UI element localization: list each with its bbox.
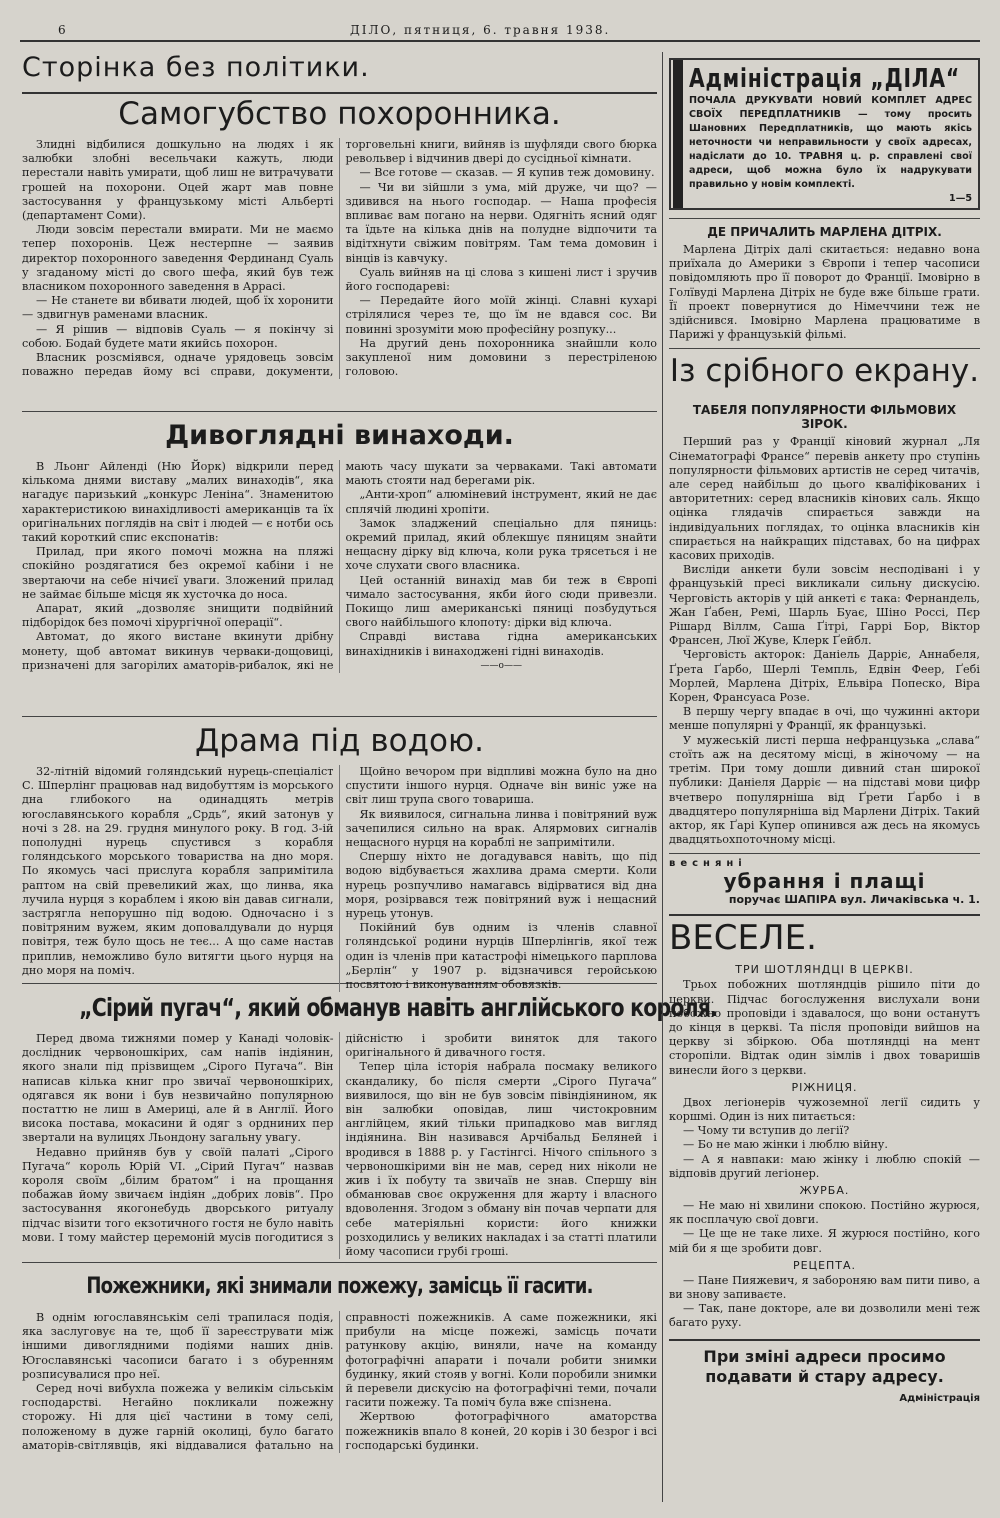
- article-body: [22, 1311, 657, 1453]
- dietrich-text: Марлена Дітріх далі скитається: недавно вона приїхала до Америки з Європи і тепер часописи повідомляють про її поворот до Франції. Імовірно в Голївуді Марлена Дітріх не буде вже більше грати. Її проект повернутися до Німеччини теж не здійснився. Імовірно Марлена працюватиме в Парижі у французькій фільмі.: [669, 243, 980, 342]
- article-body: [22, 138, 657, 379]
- article-grey-owl: [22, 988, 718, 1263]
- article-title: Дивоглядні винаходи.: [165, 420, 514, 451]
- paragraph: Покійний був одним із членів славної голяндської родини нурців Шперлінгів, якої теж один із членів при катастрофі німецького парплова „Берлін“ у 1907 р. відзначився геройською посвятою і виконуванням обовязків.: [345, 921, 657, 992]
- paragraph: В першу чергу впадає в очі, що чужинні актори менше популярні у Франції, як французькі.: [669, 705, 980, 733]
- paragraph: Власник розсміявся, одначе урядовець зовсім поважно передав йому всі справи, документи, торговельні книги, вийняв із шуфляди свого бюрка револьвер і відчинив двері до сусідньої кімнати.: [22, 138, 657, 379]
- page-number: 6: [58, 23, 68, 37]
- article-inventions: [22, 416, 657, 717]
- paragraph: Двох легіонерів чужоземної легії сидить у коршмі. Один із них питається:: [669, 1095, 980, 1123]
- right-column-block: [662, 52, 980, 1502]
- article-firefighters: [22, 1267, 657, 1465]
- decorative-bar: [673, 60, 683, 208]
- article-title: Самогубство похоронника.: [118, 96, 561, 132]
- humor-heading: ЖУРБА.: [799, 1183, 850, 1197]
- paragraph: В Льонг Айленді (Ню Йорк) відкрили перед кількома днями виставу „малих винаходів“, яка нагадує паризький „конкурс Леніна“. Знаменитою характеристикою винахідливості американців та їх оригінальних поглядів на світ і людей — є нотби ось такий короткий спис експонатів:: [22, 460, 334, 545]
- paragraph: Тепер ціла історія набрала посмаку великого скандалику, бо після смерти „Сірого Пугача“ виявилося, що він не був зовсім півіндіянином, як він залюбки оповідав, лиш чистокровним англійцем, який тільки припадково мав вигляд індіянина. Він називався Арчібальд Беляней і вродився в 1888 р. у Гастінгсі. Нічого спільного з червоношкірими він не мав, серед них ніколи не жив і їх побуту та звичаїв не знав. Спершу він обманював своє окруження для жарту і власного вдоволення. Згодом з обману він почав черпати для себе матеріяльні користи: його книжки розходились у великих накладах і за статті платили йому часописи грубі гроші.: [345, 1060, 657, 1259]
- paragraph: — Передайте його моїй жінці. Славні кухарі стрілялися через те, що їм не вдався сос. Ви повинні зрозуміти мою професійну розпуку...: [345, 294, 657, 336]
- paragraph: — Чи ви зійшли з ума, мій друже, чи що? — здивився на нього господар. — Наша професія впливає вам погано на нерви. Одягніть ясний одяг та їдьте на кілька днів на полудне відпочити та відітхнути свіжим повітрям. Там тема домовин і вінців із кавчуку.: [345, 180, 657, 265]
- dialogue-line: — Пане Пияжевич, я забороняю вам пити пиво, а ви знову запиваєте.: [669, 1273, 980, 1301]
- admin-notice-body: [689, 94, 972, 206]
- ad-goods: убрання і плащі: [723, 869, 926, 894]
- humor-heading: РЕЦЕПТА.: [792, 1258, 857, 1272]
- dialogue-line: — А я навпаки: маю жінку і люблю спокій — відповів другий легіонер.: [669, 1152, 980, 1180]
- screen-title: Із срібного екрану.: [669, 348, 980, 395]
- masthead-line: ДІЛО, пятниця, 6. травня 1938.: [350, 23, 611, 37]
- dialogue-line: — Так, пане докторе, але ви дозволили мені теж багато руху.: [669, 1302, 980, 1330]
- paragraph: Перший раз у Франції кіновий журнал „Ля Сінематографі Франсе“ перевів анкету про ступінь популярности фільмових артистів не серед читачів, але серед найбільш до цього кваліфікованих і авторитетних: серед власників кінових саль. Якщо оцінка глядачів спирається завжди на індивідуальних поглядах, то оцінка власників кін спирається на найкращих підставах, бо на цифрах касових приходів.: [669, 435, 980, 563]
- paragraph: — Не станете ви вбивати людей, щоб їх хоронити — здвигнув раменами власник.: [22, 294, 334, 322]
- dialogue-line: — Чому ти вступив до легії?: [683, 1124, 850, 1138]
- admin-notice-box: [669, 58, 980, 210]
- article-underwater-drama: [22, 721, 657, 992]
- paragraph: На другий день похоронника знайшли коло закупленої ним домовини з перестріленою головою.: [345, 336, 657, 379]
- paragraph: Суаль вийняв на ці слова з кишені лист і зручив його господареві:: [345, 265, 657, 294]
- paragraph: У мужеській листі перша нефранцузька „слава“ стоїть аж на десятому місці, в жіночому — на третім. При тому дошли дивний стан широкої публики: Даніеля Дарріє — на підставі мови цифр вчетверо популярніша від Ґрети Ґарбо і в двадцятеро популярніша від Марлени Дітріх. Такий актор, як Ґарі Купер опинився аж десь на якомусь двадцятьохпоточному місці.: [669, 733, 980, 847]
- paragraph: — Я рішив — відповів Суаль — я покінчу зі собою. Бодай будете мати якийсь похорон.: [22, 322, 334, 350]
- clothes-ad: [669, 853, 980, 906]
- paragraph: Висліди анкети були зовсім несподівані і у французькій пресі викликали сильну дискусію. Черговість акторів у цій анкеті є така: Фернандель, Жан Ґабен, Ремі, Шарль Буає, Шіно Россі, Пєр Рішард Віллм, Саша Ґітрі, Гаррі Бор, Віктор Франсен, Люї Жуве, Клерк Ґейбл.: [669, 563, 980, 648]
- paragraph: Люди зовсім перестали вмирати. Ми не маємо тепер похоронів. Цеж нестерпне — заявив директор похоронного заведення Фердинанд Суаль у згаданому місті до свого шефа, який був теж власником похоронного заведення в Аррасі.: [22, 223, 334, 294]
- article-body: [22, 460, 657, 673]
- paragraph: Як виявилося, сигнальна линва і повітряний вуж зачепилися сильно на врак. Алярмових сигналів нещасного нурця на кораблі не запримітили.: [345, 807, 657, 850]
- article-suicide: [22, 94, 657, 412]
- ad-tag: весняні: [669, 858, 747, 870]
- paragraph: Автомат, до якого вистане вкинути дрібну монету, щоб автомат викинув черваки-дощовиці, призначені для загорілих аматорів-рибалок, які не мають часу шукати за черваками. Такі автомати мають стояти над берегами рік.: [22, 460, 657, 672]
- admin-notice-text: ПОЧАЛА ДРУКУВАТИ НОВИЙ КОМПЛЕТ АДРЕС СВОЇХ ПЕРЕДПЛАТНИКІВ — тому просить Шановних Передплатників, що мають якісь неточности чи неправильности у своїх адресах, надіслати до 10. ТРАВНЯ ц. р. справлені свої адреси, щоб можна було їх надрукувати правильно у новім комплекті.: [689, 95, 972, 190]
- dialogue-line: — Бо не маю жінки і люблю війну.: [683, 1138, 888, 1152]
- paragraph: 32-літній відомий голяндський нурець-спеціаліст С. Шперлінг працював над видобуттям із морського дна глибокого на одинадцять метрів югославянського корабля „Срдь“, який затонув у ночі з 28. на 29. грудня минулого року. В год. 3-ій пополудні нурець спустився з корабля голяндського морського товариства на дно моря. По якомусь часі прислуга корабля запримітила раптом на свій превеликий жах, що линва, яка лучила нурця з кораблем і якою він давав сигнали, застрягла непорушно під водою. Одночасно і з повітряним вужем, яким доповалдували до нурця повітря, теж було щось не теє... А що саме настав приплив, неможливо було витягти цього нурця на дно моря на поміч.: [22, 765, 334, 977]
- dialogue-line: — Це ще не таке лихе. Я журюся постійно, кого мій би я ще зробити довг.: [669, 1227, 980, 1255]
- paragraph: Жертвою фотографічного аматорства пожежників впало 8 коней, 20 корів і 30 безрог і всі господарські будинки.: [345, 1410, 657, 1452]
- address-notice: [669, 1339, 980, 1409]
- paragraph: Апарат, який „дозволяє знищити подвійний підборідок без помочі хірургічної операції“.: [22, 602, 334, 630]
- article-title: Пожежники, які знимали пожежу, замісць її гасити.: [86, 1274, 593, 1299]
- paragraph: Цей останній винахід мав би теж в Європі чимало застосування, якби його сюди привезли. Покищо лиш американські пяниці позбудуться свого найбільшого клопоту: дірки від ключа.: [345, 573, 657, 630]
- paragraph: Перед двома тижнями помер у Канаді чоловік-дослідник червоношкірих, сам напів індіянин, якого знали під прізвищем „Сірого Пугача“. Він написав кілька книг про звичаї червоношкірих, одягався як вони і був незвичайно популярною постаттю не лиш в Америці, але й в Англії. Його висока постава, мокасини й одяг з ордниних пер звертали на вулицях Льондону загальну увагу.: [22, 1032, 334, 1145]
- article-body: [22, 1032, 657, 1259]
- humor-heading: ТРИ ШОТЛЯНДЦІ В ЦЕРКВІ.: [735, 963, 914, 977]
- paragraph: Щойно вечором при відпливі можна було на дно спустити іншого нурця. Одначе він виніс уже на світ лиш трупа свого товариша.: [345, 765, 657, 807]
- running-header: [20, 22, 980, 42]
- paragraph: — Все готове — сказав. — Я купив теж домовину.: [359, 166, 655, 180]
- screen-subtitle: ТАБЕЛЯ ПОПУЛЯРНОСТИ ФІЛЬМОВИХ ЗІРОК.: [692, 403, 957, 432]
- address-notice-signature: Адміністрація: [899, 1392, 980, 1404]
- article-title: Драма під водою.: [195, 723, 484, 759]
- dietrich-title: ДЕ ПРИЧАЛИТЬ МАРЛЕНА ДІТРІХ.: [669, 218, 980, 239]
- paragraph: Недавно прийняв був у своїй палаті „Сірого Пугача“ король Юрій VI. „Сірий Пугач“ назвав короля своїм „білим братом“ і на прощання побажав йому звичаєм індіян „добрих ловів“. Про застосування якогонебудь дворського ритуалу підчас візити того екзотичного гостя не було навіть мови. І тому майстер церемоній мусів погодитися з дійсністю і зробити виняток для такого оригінального й дивачного гостя.: [22, 1032, 657, 1244]
- paragraph: В однім югославянськім селі трапилася подія, яка заслуговує на те, щоб її зареєструвати між іншими дивоглядними подіями наших днів. Югославянські часописи багато і з обуренням розписувалися про неї.: [22, 1311, 334, 1381]
- ad-line: поручає ШАПІРА вул. Личаківська ч. 1.: [728, 893, 980, 907]
- paragraph: Справді вистава гідна американських винахідників і винаходжені гідні винаходів.: [345, 630, 657, 658]
- humor-heading: РІЖНИЦЯ.: [791, 1080, 858, 1094]
- paragraph: „Анти-хроп“ алюміневий інструмент, який не дає сплячій людині хропіти.: [345, 488, 657, 516]
- dialogue-line: — Не маю ні хвилини спокою. Постійно журюся, як посплачую свої довги.: [669, 1198, 980, 1227]
- paragraph: Трьох побожних шотляндців рішило піти до церкви. Підчас богослуження вислухали вони побожно проповіди і здавалося, що вони останутъ до кінця в церкві. Та після проповіди вийшов на церкву зі збіркою. Оба шотляндці на мент сторопіли. Відтак один зімлів і двох товаришів винесли його з церкви.: [669, 978, 980, 1077]
- paragraph: Серед ночі вибухла пожежа у великім сільськім господарстві. Негайно покликали пожежну сторожу. Ні для цієї частини в тому селі, положеному в дуже гарній околиці, було багато аматорів-світлявців, які віддавалися фатально на справності пожежників. А саме пожежники, які прибули на місце пожежі, замісць почати ратункову акцію, виняли, наче на команду фотографічні апарати і почали робити знимки будинку, який стояв у вогні. Коли поробили знимки й перевели дискусію на фотографічні теми, почали гасити пожежу. Та поміч була вже спізнена.: [22, 1311, 657, 1452]
- paragraph: Замок зладжений спеціально для пяниць: окремий прилад, який облекшує пяницям знайти нещасну дірку від ключа, коли рука трясеться і не хоче слухати свого власника.: [345, 516, 657, 573]
- paragraph: Прилад, при якого помочі можна на пляжі спокійно роздягатися без окремої кабіни і не звертаючи на себе нічиєї уваги. Зложений прилад не займає більше місця як хусточка до носа.: [22, 545, 334, 601]
- address-notice-text: При зміні адреси просимо подавати й стару адресу.: [703, 1346, 946, 1386]
- paragraph: Злидні відбилися дошкульно на людях і як залюбки злобні весельчаки кажуть, люди перестали навіть умирати, щоб лиш не витрачувати грошей на похорони. Оцей жарт мав повне застосування у французькому місті Альберті (департамент Соми).: [22, 138, 334, 223]
- admin-notice-number: 1—5: [949, 193, 972, 204]
- paragraph: Спершу ніхто не догадувався навіть, що під водою відбувається жахлива драма смерти. Коли нурець розпучливо намагавсь відірватися від дна моря, розірвався теж повітряний вуж і нещасний нурець утонув.: [345, 850, 657, 921]
- admin-notice-title: Адміністрація „ДІЛА“: [689, 64, 961, 94]
- section-title: Сторінка без політики.: [22, 52, 657, 94]
- humor-title: ВЕСЕЛЕ.: [669, 914, 980, 960]
- separator-mark: ——о——: [480, 660, 522, 671]
- article-body: [22, 765, 657, 992]
- article-title: „Сірий пугач“, який обманув навіть англійського короля.: [79, 993, 718, 1022]
- paragraph: Черговість акторок: Даніель Дарріє, Аннабеля, Ґрета Ґарбо, Шерлі Темпль, Едвін Феер, Ґебі Морлей, Марлена Дітріх, Ельвіра Попеско, Віра Корен, Франсуаса Розе.: [669, 648, 980, 705]
